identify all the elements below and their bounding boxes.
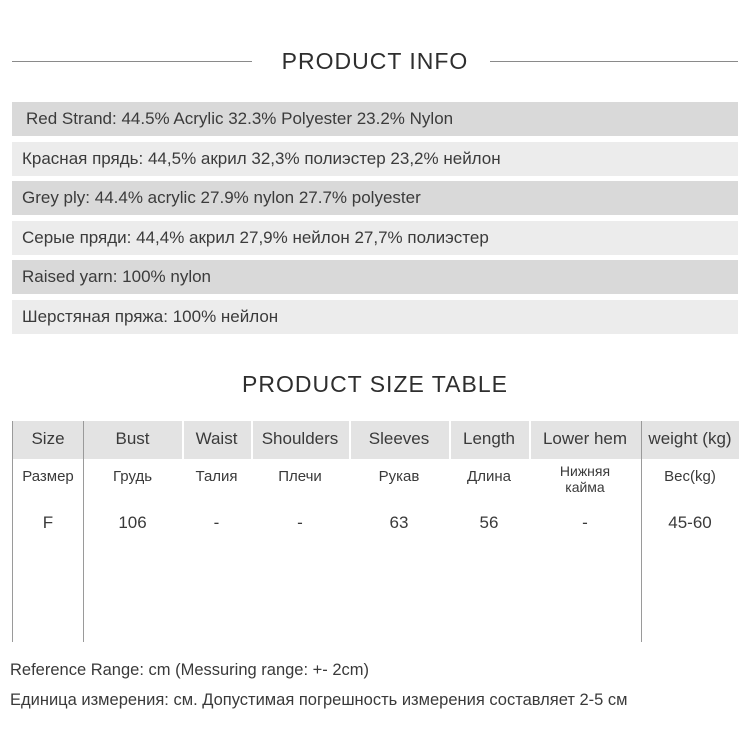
composition-row: Raised yarn: 100% nylon: [12, 260, 738, 294]
header-line: кайма: [565, 479, 605, 495]
header-rule-right: [490, 61, 738, 62]
table-cell-weight: 45-60: [668, 513, 712, 532]
composition-row: Red Strand: 44.5% Acrylic 32.3% Polyester 23.2% Nylon: [12, 102, 738, 136]
col-header-sleeves: Sleeves: [368, 429, 430, 448]
col-header-weight: weight (kg): [648, 429, 732, 448]
col-header-waist: Waist: [195, 429, 238, 448]
table-cell-shoulders: -: [297, 513, 303, 532]
table-cell-lower-hem: -: [582, 513, 588, 532]
table-cell-waist: -: [213, 513, 220, 532]
col-header-length: Length: [463, 429, 515, 448]
table-cell-sleeves: 63: [389, 513, 409, 532]
col-header-ru-bust: Грудь: [112, 468, 153, 485]
header-rule-left: [12, 61, 252, 62]
table-cell-bust: 106: [118, 513, 147, 532]
composition-row: Серые пряди: 44,4% акрил 27,9% нейлон 27,7% полиэстер: [12, 221, 738, 255]
col-header-size: Size: [31, 429, 65, 448]
col-header-ru-shoulders: Плечи: [278, 468, 322, 485]
col-header-bust: Bust: [115, 429, 150, 448]
product-info-header: [0, 44, 750, 78]
composition-row: Красная прядь: 44,5% акрил 32,3% полиэстер 23,2% нейлон: [12, 142, 738, 176]
col-header-shoulders: Shoulders: [261, 429, 339, 448]
composition-list: [12, 102, 738, 339]
size-table: [12, 421, 739, 642]
table-cell-length: 56: [479, 513, 499, 532]
note-measurement-error: Единица измерения: см. Допустимая погрешность измерения составляет 2-5 см: [10, 691, 628, 709]
col-header-ru-waist: Талия: [195, 468, 238, 485]
col-header-lower-hem: Lower hem: [542, 429, 628, 448]
col-header-ru-size: Размер: [22, 468, 74, 485]
col-header-ru-weight: Вес(kg): [664, 468, 716, 485]
col-header-ru-lower-hem: [529, 463, 641, 495]
header-line: Нижняя: [559, 463, 611, 479]
measurement-notes: [10, 657, 628, 717]
size-table-title: PRODUCT SIZE TABLE: [228, 371, 522, 398]
note-reference-range: Reference Range: cm (Messuring range: +- 2cm): [10, 661, 370, 679]
col-header-ru-sleeves: Рукав: [378, 468, 420, 485]
col-header-ru-length: Длина: [467, 468, 511, 485]
product-info-title: PRODUCT INFO: [268, 48, 483, 75]
size-table-header: [0, 367, 750, 401]
composition-row: Шерстяная пряжа: 100% нейлон: [12, 300, 738, 334]
composition-row: Grey ply: 44.4% acrylic 27.9% nylon 27.7% polyester: [12, 181, 738, 215]
table-cell-size: F: [42, 513, 54, 532]
